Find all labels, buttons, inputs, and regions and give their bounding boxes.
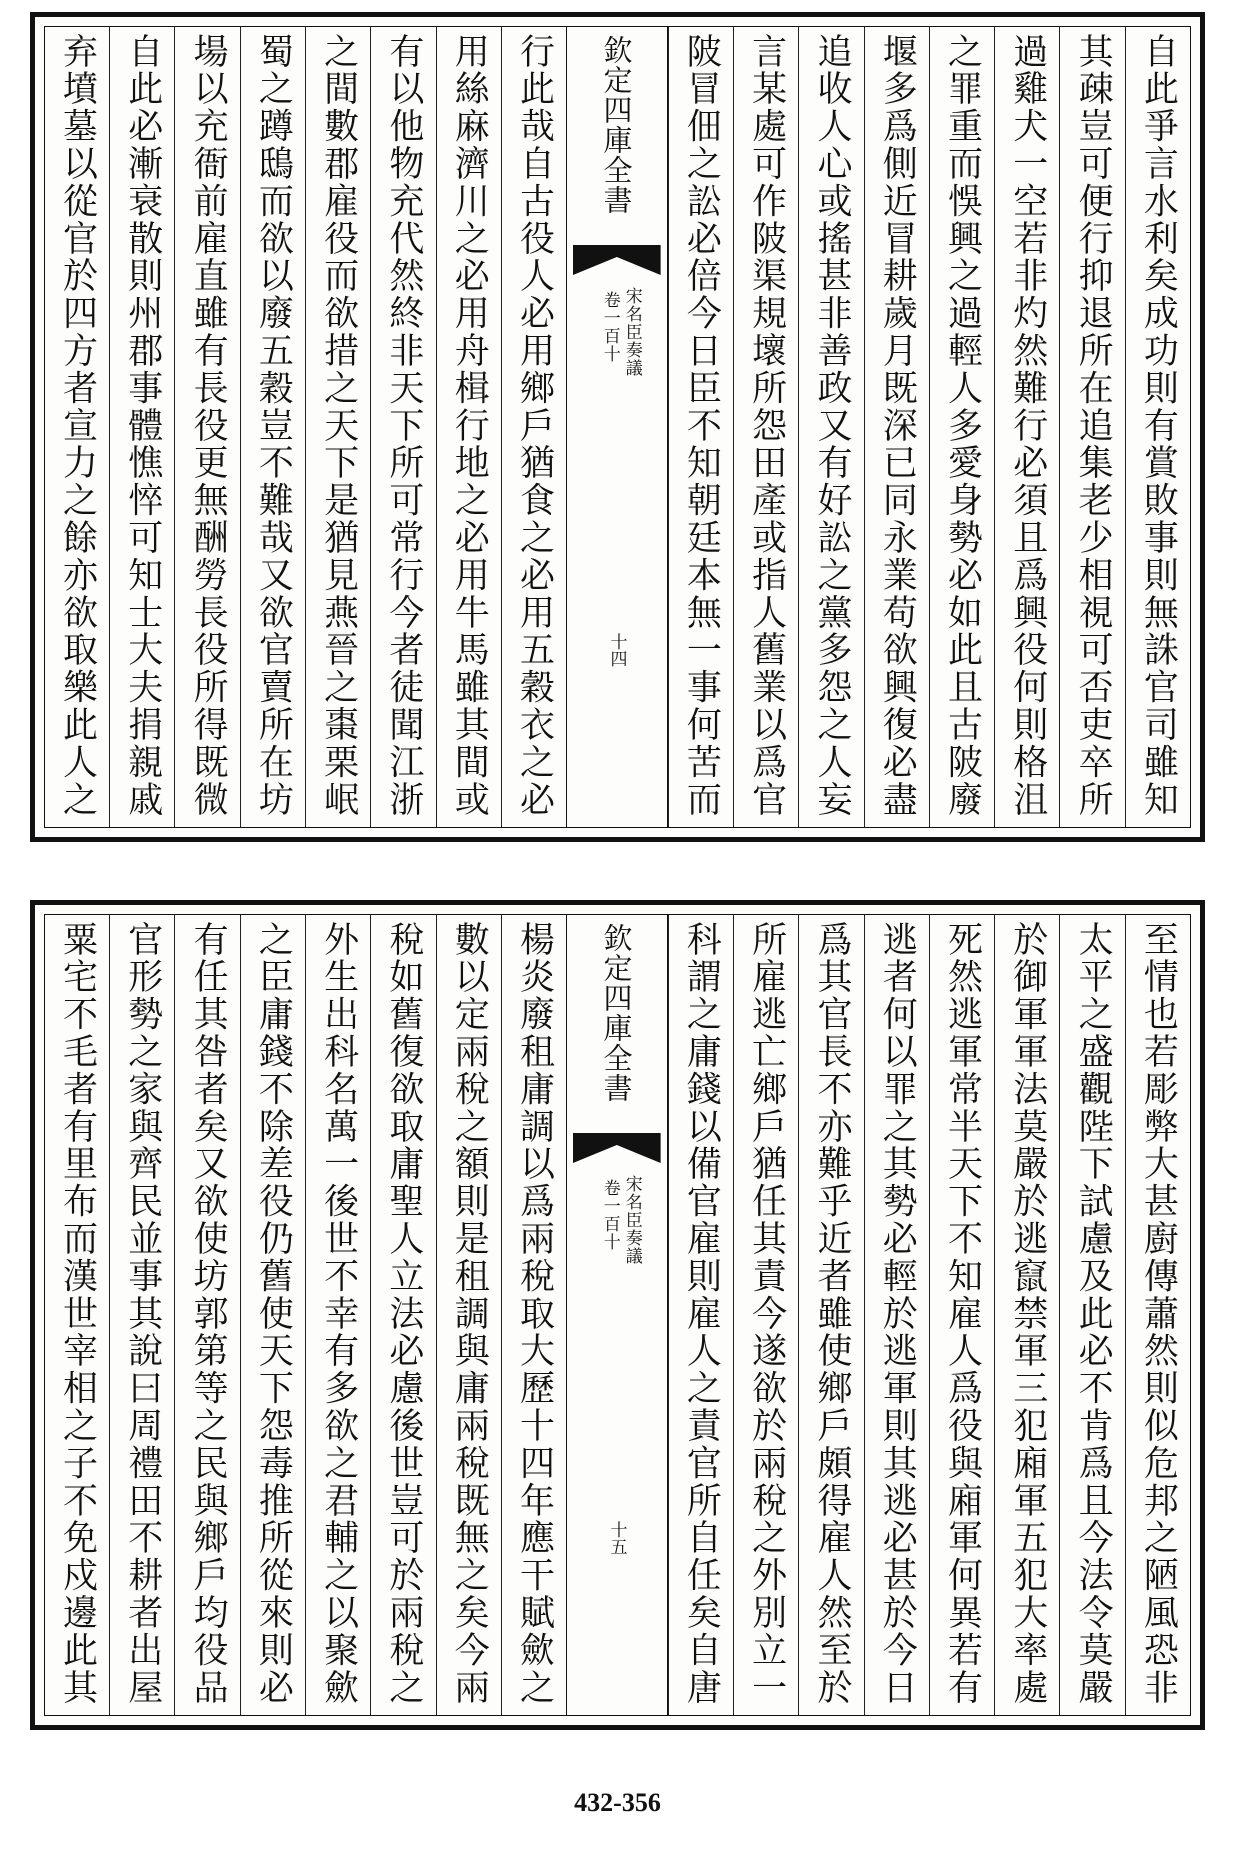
column-text: 自此爭言水利矣成功則有賞敗事則無誅官司雖知 [1138,33,1179,819]
bottom-page-frame [44,914,1191,1716]
text-column [798,27,863,827]
text-column [109,27,174,827]
text-column [305,915,370,1715]
text-column [929,915,994,1715]
column-text: 科謂之庸錢以備官雇則雇人之責官所自任矣自唐 [681,921,722,1707]
column-text: 之間數郡雇役而欲措之天下是猶見燕晉之棗栗岷 [318,33,359,819]
page-number-footer: 432-356 [574,1788,661,1817]
banner-column [566,915,668,1715]
column-text: 楊炎廢租庸調以爲兩稅取大歷十四年應干賦歛之 [514,921,555,1707]
column-text: 用絲麻濟川之必用舟楫行地之必用牛馬雖其間或 [449,33,490,819]
column-text: 有任其咎者矣又欲使坊郭第等之民與鄉戶均役品 [188,921,229,1707]
column-text: 自此必漸衰散則州郡事體憔悴可知士大夫捐親戚 [122,33,163,819]
text-column [1059,915,1124,1715]
banner-leaf-number: 十五 [606,1521,627,1555]
banner-collection-name: 宋名臣奏議 [621,1175,642,1265]
text-column [1125,915,1190,1715]
text-column [501,915,566,1715]
top-page [30,12,1205,842]
text-column [45,915,109,1715]
text-column [370,27,435,827]
column-text: 言某處可作陂渠規壞所怨田產或指人舊業以爲官 [746,33,787,819]
fish-tail-ornament-icon [573,1133,661,1163]
text-column [436,915,501,1715]
column-text: 蜀之蹲鴟而欲以廢五穀豈不難哉又欲官賣所在坊 [253,33,294,819]
top-page-frame [44,26,1191,828]
column-text: 過雞犬一空若非灼然難行必須且爲興役何則格沮 [1007,33,1048,819]
banner-title: 欽定四庫全書 [599,35,634,215]
text-column [668,915,733,1715]
text-column [798,915,863,1715]
column-text: 數以定兩稅之額則是租調與庸兩稅既無之矣今兩 [449,921,490,1707]
column-text: 官形勢之家與齊民並事其說曰周禮田不耕者出屋 [122,921,163,1707]
text-column [436,27,501,827]
text-column [501,27,566,827]
top-page-columns [45,27,1190,827]
column-text: 於御軍軍法莫嚴於逃竄禁軍三犯廂軍五犯大率處 [1007,921,1048,1707]
banner-column [566,27,668,827]
text-column [174,27,239,827]
column-text: 太平之盛觀陛下試慮及此必不肯爲且今法令莫嚴 [1073,921,1114,1707]
text-column [929,27,994,827]
text-column [45,27,109,827]
text-column [668,27,733,827]
column-text: 陂冒佃之訟必倍今日臣不知朝廷本無一事何苦而 [681,33,722,819]
banner-leaf-number: 十四 [606,633,627,667]
column-text: 追收人心或搖甚非善政又有好訟之黨多怨之人妄 [811,33,852,819]
text-column [864,915,929,1715]
column-text: 場以充衙前雇直雖有長役更無酬勞長役所得既微 [188,33,229,819]
text-column [370,915,435,1715]
column-text: 至情也若彫弊大甚廚傳蕭然則似危邦之陋風恐非 [1138,921,1179,1707]
column-text: 行此哉自古役人必用鄉戶猶食之必用五穀衣之必 [514,33,555,819]
bottom-page-columns [45,915,1190,1715]
text-column [864,27,929,827]
bottom-page [30,900,1205,1730]
text-column [174,915,239,1715]
text-column [109,915,174,1715]
fish-tail-ornament-icon [573,245,661,275]
column-text: 所雇逃亡鄉戶猶任其責今遂欲於兩稅之外別立一 [746,921,787,1707]
text-column [994,915,1059,1715]
column-text: 稅如舊復欲取庸聖人立法必慮後世豈可於兩稅之 [383,921,424,1707]
banner-volume: 卷一百十 [599,291,620,363]
column-text: 死然逃軍常半天下不知雇人爲役與廂軍何異若有 [942,921,983,1707]
text-column [240,915,305,1715]
column-text: 有以他物充代然終非天下所可常行今者徒聞江浙 [383,33,424,819]
text-column [733,915,798,1715]
column-text: 堰多爲側近冒耕歲月既深已同永業苟欲興復必盡 [877,33,918,819]
banner-collection-name: 宋名臣奏議 [621,287,642,377]
column-text: 粟宅不毛者有里布而漢世宰相之子不免戍邊此其 [57,921,98,1707]
text-column [1125,27,1190,827]
column-text: 之臣庸錢不除差役仍舊使天下怨毒推所從來則必 [253,921,294,1707]
column-text: 之罪重而悞興之過輕人多愛身勢必如此且古陂廢 [942,33,983,819]
text-column [240,27,305,827]
column-text: 外生出科名萬一後世不幸有多欲之君輔之以聚歛 [318,921,359,1707]
text-column [994,27,1059,827]
column-text: 逃者何以罪之其勢必輕於逃軍則其逃必甚於今日 [877,921,918,1707]
text-column [1059,27,1124,827]
text-column [733,27,798,827]
banner-volume: 卷一百十 [599,1179,620,1251]
column-text: 其疎豈可便行抑退所在追集老少相視可否吏卒所 [1073,33,1114,819]
banner-title: 欽定四庫全書 [599,923,634,1103]
column-text: 爲其官長不亦難乎近者雖使鄉戶頗得雇人然至於 [811,921,852,1707]
column-text: 弃墳墓以從官於四方者宣力之餘亦欲取樂此人之 [57,33,98,819]
text-column [305,27,370,827]
